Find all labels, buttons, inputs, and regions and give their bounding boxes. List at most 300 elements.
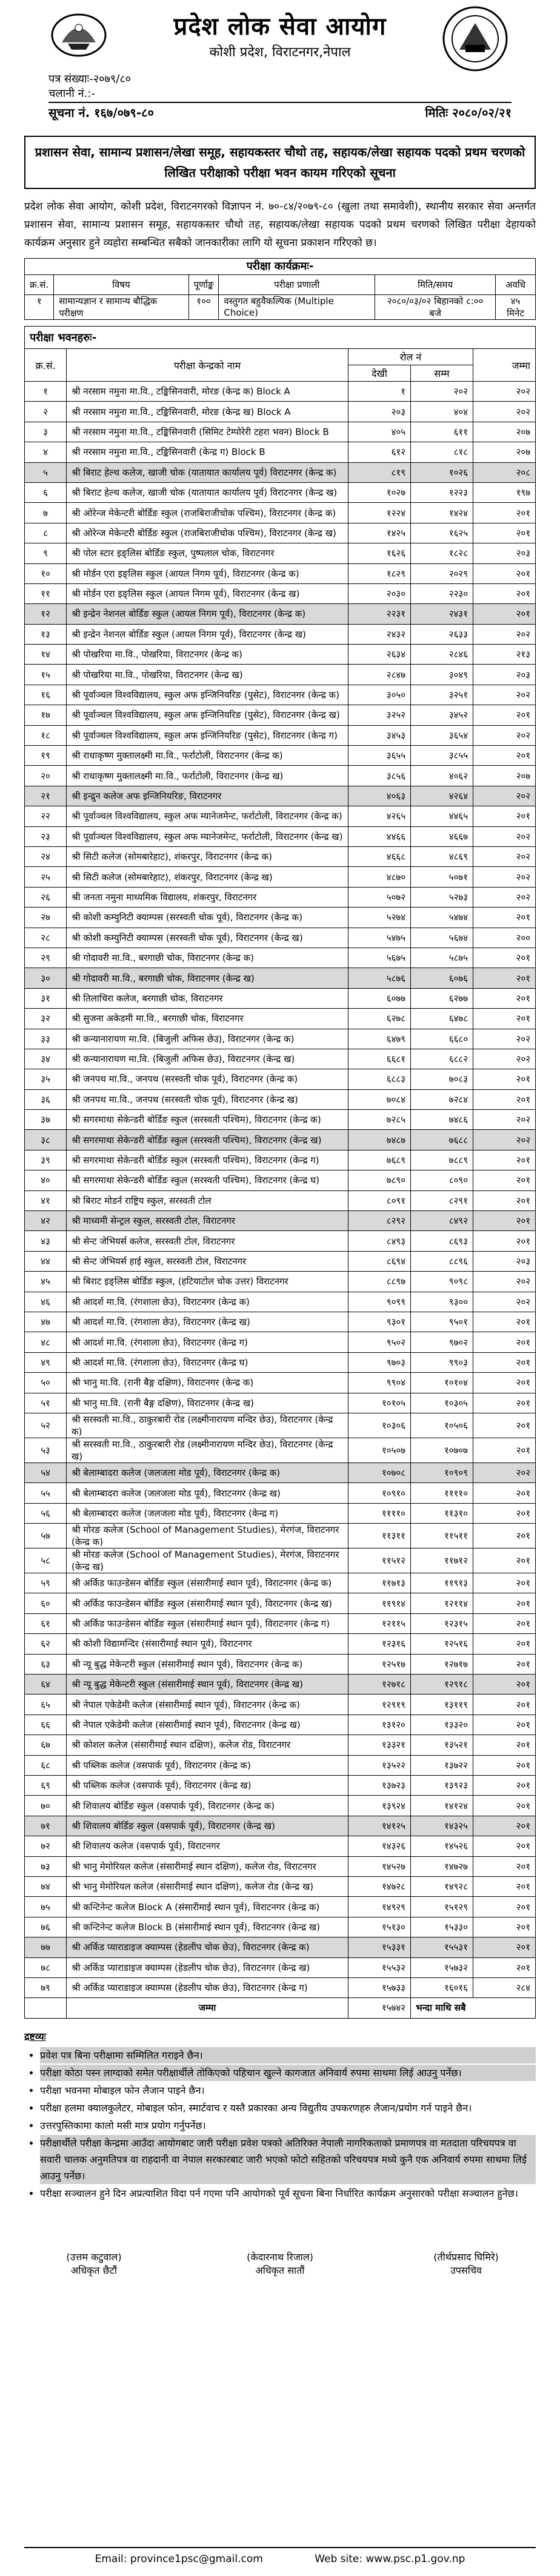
roll-from: ६८८३	[348, 1069, 411, 1089]
venue-total: २०१	[473, 1190, 536, 1210]
roll-to: ८१८	[411, 442, 473, 462]
venue-total: २०१	[473, 1957, 536, 1977]
venue-sn: ३६	[25, 1089, 67, 1109]
venue-sn: ६२	[25, 1634, 67, 1654]
roll-to: १३११९	[411, 1695, 473, 1715]
venue-sn: ७२	[25, 1836, 67, 1856]
roll-to: २०२	[411, 382, 473, 402]
roll-from: १३१२०	[348, 1715, 411, 1734]
table-row	[25, 1170, 536, 1190]
table-row	[25, 1393, 536, 1413]
table-row	[25, 1957, 536, 1977]
roll-from: ६२७८	[348, 1009, 411, 1029]
venue-name: श्री मोरङ कलेज (School of Management Studies), मेरगंज, विराटनगर (केन्द्र क)	[67, 1524, 348, 1549]
table-row	[25, 1524, 536, 1549]
roll-from: १४३२६	[348, 1836, 411, 1856]
table-row	[25, 1272, 536, 1292]
roll-to: १५३३०	[411, 1917, 473, 1937]
roll-to: २६३३	[411, 624, 473, 644]
venue-total: २०२	[473, 887, 536, 907]
roll-from: २८४७	[348, 665, 411, 685]
venue-total: २०१	[473, 1836, 536, 1856]
venue-name: श्री पूर्वाञ्चल विश्वविद्यालय, स्कुल अफ इन्जिनियरिङ (पुसेट), विराटनगर (केन्द्र क)	[67, 685, 348, 705]
instruction-item: • परीक्षा कोठा पस्न लाग्दाको समेत परीक्षार्थीले तोकिएको पहिचान खुल्ने कागजात अनिवार्य रुपमा साथमा लिई आउनु पर्नेछ।	[40, 2065, 536, 2081]
venue-total: २०१	[473, 1352, 536, 1372]
roll-to: १२२३	[411, 482, 473, 502]
venue-name: श्री सरस्वती मा.वि., ठाकुरबारी रोड (लक्ष्मीनारायण मन्दिर छेउ), विराटनगर (केन्द्र क)	[67, 1413, 348, 1438]
roll-from: ४०५	[348, 422, 411, 442]
venue-total: २०१	[473, 1231, 536, 1251]
venue-total: २०१	[473, 583, 536, 603]
venue-total: २०१	[473, 1917, 536, 1937]
roll-to: १४१२४	[411, 1796, 473, 1816]
roll-to: १२९१८	[411, 1675, 473, 1695]
venue-name: श्री अर्किड फाउन्डेसन बोर्डिङ स्कुल (संसारीमाई स्थान पूर्व), विराटनगर (केन्द्र क)	[67, 1573, 348, 1593]
col-total: जम्मा	[473, 349, 536, 382]
venue-name: श्री कन्टिनेन्ट कलेज Block B (संसारीमाई स्थान पूर्व), विराटनगर (केन्द्र ख)	[67, 1917, 348, 1937]
table-row	[25, 1573, 536, 1593]
roll-from: १०९१०	[348, 1483, 411, 1503]
dispatch-number: चलानी नं.:-	[48, 87, 95, 100]
venue-total: २०१	[473, 1312, 536, 1332]
venue-sn: ६	[25, 482, 67, 502]
venue-sn: १२	[25, 604, 67, 624]
schedule-header-cell: परीक्षा प्रणाली	[219, 275, 375, 295]
col-to: सम्म	[411, 365, 473, 382]
venue-total: २०१	[473, 1170, 536, 1190]
roll-to: ८४९२	[411, 1211, 473, 1231]
signature-1	[24, 2250, 164, 2277]
roll-to: ६६८०	[411, 1029, 473, 1049]
venue-sn: २६	[25, 887, 67, 907]
roll-from: १०७०८	[348, 1462, 411, 1482]
table-row	[25, 1373, 536, 1393]
venue-total: २०१	[473, 523, 536, 543]
roll-from: ९०९९	[348, 1292, 411, 1312]
venue-sn: ३३	[25, 1029, 67, 1049]
venue-sn: ६१	[25, 1613, 67, 1633]
venue-sn: १७	[25, 705, 67, 725]
venue-sn: ५२	[25, 1413, 67, 1438]
roll-from: ७४८७	[348, 1130, 411, 1150]
roll-to: ४६६७	[411, 826, 473, 846]
table-row	[25, 1876, 536, 1896]
venue-name: श्री सगरमाथा सेकेन्डरी बोर्डिङ स्कुल (सरस्वती पश्चिम), विराटनगर (केन्द्र ग)	[67, 1150, 348, 1170]
venue-total: २०१	[473, 1937, 536, 1957]
roll-to: ३८५५	[411, 746, 473, 766]
signatory-role: उपसचिव	[450, 2264, 482, 2276]
venue-total: २०१	[473, 1776, 536, 1796]
roll-from: ४८७०	[348, 867, 411, 887]
instruction-item: • परीक्षा सञ्चालन हुने दिन अप्रत्याशित विदा पर्न गएमा पनि आयोगको पूर्व सूचना बिना निर्धारित कार्यक्रम अनुसारको परीक्षा सञ्चालन हुनेछ।	[40, 2185, 536, 2202]
roll-from: २०३	[348, 402, 411, 422]
venue-total: २०२	[473, 1029, 536, 1049]
venue-name: श्री अर्किड फाउन्डेसन बोर्डिङ स्कुल (संसारीमाई स्थान पूर्व), विराटनगर (केन्द्र ग)	[67, 1613, 348, 1633]
venue-sn: ५	[25, 462, 67, 482]
roll-to: १४७२७	[411, 1856, 473, 1876]
venue-sn: ७६	[25, 1917, 67, 1937]
venue-sn: ३८	[25, 1130, 67, 1150]
venue-name: श्री बिराट मोडर्न राष्ट्रिय स्कुल, सरस्वती टोल	[67, 1190, 348, 1210]
venue-name: श्री कोशी विद्यामन्दिर (संसारीमाई स्थान पूर्व), विराटनगर	[67, 1634, 348, 1654]
table-row	[25, 1634, 536, 1654]
roll-to: १०१०४	[411, 1373, 473, 1393]
venue-total: २०१	[473, 1573, 536, 1593]
venue-name: श्री आदर्श मा.वि. (रंगशाला छेउ), विराटनगर (केन्द्र ग)	[67, 1332, 348, 1352]
venue-name: श्री पोखरिया मा.वि., पोखरिया, विराटनगर (केन्द्र क)	[67, 645, 348, 665]
schedule-header-cell: अवधि	[496, 275, 536, 295]
table-row	[25, 402, 536, 422]
signature-3	[396, 2250, 536, 2277]
venue-sn: ६५	[25, 1695, 67, 1715]
roll-from: ७८९०	[348, 1170, 411, 1190]
roll-from: ८४९३	[348, 1231, 411, 1251]
venue-total: २०१	[473, 1549, 536, 1573]
notice-body: प्रदेश लोक सेवा आयोग, कोशी प्रदेश, विराटनगरको विज्ञापन नं. ७०-८४/२०७९-८० (खुला तथा समावेशी), स्थानीय सरकार सेवा अन्तर्गत प्रशासन सेवा, सामान्य प्रशासन समूह, सहायकस्तर चौथो तह, सहायक/लेखा सहायक पदको प्रथम चरणको लिखित परीक्षा देहायको कार्यक्रम अनुसार हुने व्यहोरा सम्बन्धित सबैको जानकारीका लागि यो सूचना प्रकाशन गरिएको छ।	[24, 201, 536, 249]
venue-name: श्री सगरमाथा सेकेन्डरी बोर्डिङ स्कुल (सरस्वती पश्चिम), विराटनगर (केन्द्र घ)	[67, 1170, 348, 1190]
venue-total: २०१	[473, 1393, 536, 1413]
venue-total: २०१	[473, 503, 536, 523]
venue-total: २०२	[473, 1130, 536, 1150]
roll-to: ६११	[411, 422, 473, 442]
table-row	[25, 968, 536, 988]
venue-sn: २	[25, 402, 67, 422]
venue-total: २०१	[473, 1755, 536, 1775]
venue-total: २०१	[473, 1796, 536, 1816]
table-row	[25, 1089, 536, 1109]
venue-sn: ७१	[25, 1816, 67, 1836]
signature-2	[210, 2250, 350, 2277]
total-cell: जम्मा	[67, 1998, 348, 2018]
schedule-header-cell: मिति/समय	[375, 275, 496, 295]
table-row	[25, 1029, 536, 1049]
table-row	[25, 1755, 536, 1775]
roll-to: ७४८६	[411, 1110, 473, 1130]
venue-total: २०१	[473, 1009, 536, 1029]
table-row	[25, 1231, 536, 1251]
roll-from: १०३०६	[348, 1413, 411, 1438]
venue-total: २८४	[473, 1977, 536, 1997]
roll-to: ११५११	[411, 1524, 473, 1549]
roll-from: १८२९	[348, 563, 411, 583]
venue-name: श्री मोर्डन एरा इङ्लिस स्कुल (आयल निगम पूर्व), विराटनगर (केन्द्र ख)	[67, 583, 348, 603]
roll-to: ४२६४	[411, 786, 473, 806]
venue-sn: ७३	[25, 1856, 67, 1876]
venue-name: श्री इन्द्रेन नेशनल बोर्डिङ स्कुल (आयल निगम पूर्व), विराटनगर (केन्द्र ख)	[67, 624, 348, 644]
table-row	[25, 1462, 536, 1482]
venue-total: २०२	[473, 1462, 536, 1482]
roll-to: १३७२२	[411, 1755, 473, 1775]
venues-table	[24, 348, 536, 2019]
venue-total: २०१	[473, 1483, 536, 1503]
venue-total: २०२	[473, 725, 536, 745]
table-row	[25, 1130, 536, 1150]
venue-name: श्री जनपथ मा.वि., जनपथ (सरस्वती चोक पूर्व), विराटनगर (केन्द्र ख)	[67, 1089, 348, 1109]
table-row	[25, 1150, 536, 1170]
total-row	[25, 1998, 536, 2018]
roll-to: ४८६९	[411, 846, 473, 866]
signatory-name: (तीर्थप्रसाद घिमिरे)	[433, 2251, 499, 2263]
venue-sn: ३२	[25, 1009, 67, 1029]
venue-sn: ५६	[25, 1503, 67, 1523]
venue-name: श्री आदर्श मा.वि. (रंगशाला छेउ), विराटनगर (केन्द्र क)	[67, 1292, 348, 1312]
venue-sn: ११	[25, 583, 67, 603]
instruction-item: • उत्तरपुस्तिकामा कालो मसी मात्र प्रयोग गर्नुपर्नेछ।	[40, 2117, 536, 2134]
venue-sn: ३	[25, 422, 67, 442]
roll-to: ३०४९	[411, 665, 473, 685]
schedule-cell: १	[25, 295, 54, 320]
venue-total: २०२	[473, 1110, 536, 1130]
venue-name: श्री राधाकृष्ण मुक्तालक्ष्मी मा.वि., फर्राटोली, विराटनगर (केन्द्र ख)	[67, 766, 348, 786]
table-row	[25, 645, 536, 665]
venue-total: २०१	[473, 908, 536, 928]
venue-total: २०१	[473, 604, 536, 624]
roll-to: १४५२६	[411, 1836, 473, 1856]
roll-from: २४३२	[348, 624, 411, 644]
table-row	[25, 1613, 536, 1633]
venue-name: श्री कन्यानारायण मा.वि. (बिजुली अफिस छेउ), विराटनगर (केन्द्र क)	[67, 1029, 348, 1049]
venue-sn: ४८	[25, 1332, 67, 1352]
roll-from: ४६६८	[348, 846, 411, 866]
venue-sn: ८	[25, 523, 67, 543]
table-row	[25, 1549, 536, 1573]
col-from: देखी	[348, 365, 411, 382]
venue-name: श्री सिटी कलेज (सोमबारेहाट), शंकरपुर, विराटनगर (केन्द्र क)	[67, 846, 348, 866]
venue-name: श्री अर्किड फाउन्डेसन बोर्डिङ स्कुल (संसारीमाई स्थान पूर्व), विराटनगर (केन्द्र ख)	[67, 1593, 348, 1613]
venue-total: २०१	[473, 1613, 536, 1633]
venue-name: श्री पोल स्टार इङ्लिस बोर्डिङ स्कुल, पुष्पलाल चोक, विराटनगर	[67, 543, 348, 563]
roll-from: १०५०७	[348, 1438, 411, 1462]
venue-total: २०२	[473, 786, 536, 806]
roll-to: ८८९६	[411, 1251, 473, 1271]
table-row	[25, 624, 536, 644]
roll-from: १०१०५	[348, 1393, 411, 1413]
venue-name: श्री बिराट हेल्थ कलेज, खाजी चोक (यातायात कार्यालय पूर्व) विराटनगर (केन्द्र क)	[67, 462, 348, 482]
roll-to: १४३२५	[411, 1816, 473, 1836]
table-row	[25, 1675, 536, 1695]
venue-name: श्री बेलाम्बादरा कलेज (जलजला मोड पूर्व), विराटनगर (केन्द्र क)	[67, 1462, 348, 1482]
venue-sn: ४४	[25, 1251, 67, 1271]
roll-from: ४४६६	[348, 826, 411, 846]
venue-total: २०१	[473, 988, 536, 1008]
venue-name: श्री पूर्वाञ्चल विश्वविद्यालय, स्कुल अफ इन्जिनियरिङ (पुसेट), विराटनगर (केन्द्र ग)	[67, 725, 348, 745]
venue-name: श्री सगरमाथा सेकेन्डरी बोर्डिङ स्कुल (सरस्वती पश्चिम), विराटनगर (केन्द्र क)	[67, 1110, 348, 1130]
roll-to: २०२९	[411, 563, 473, 583]
venue-name: श्री न्यू बुद्ध मेकेन्टरी स्कुल (संसारीमाई स्थान पूर्व), विराटनगर (केन्द्र ख)	[67, 1675, 348, 1695]
venue-total: २०१	[473, 1332, 536, 1352]
table-row	[25, 1483, 536, 1503]
roll-to: १२११४	[411, 1593, 473, 1613]
roll-from: ८०९१	[348, 1190, 411, 1210]
venue-total: २०२	[473, 1272, 536, 1292]
col-roll: रोल नं	[348, 349, 473, 365]
table-row	[25, 1735, 536, 1755]
roll-to: ८२९१	[411, 1190, 473, 1210]
roll-to: १०७०७	[411, 1438, 473, 1462]
venue-sn: १०	[25, 563, 67, 583]
table-row	[25, 665, 536, 685]
notice-number: सूचना नं. १६७/०७९-८०	[48, 105, 154, 120]
roll-from: ६०७७	[348, 988, 411, 1008]
venue-total: २०१	[473, 1634, 536, 1654]
venue-sn: २५	[25, 867, 67, 887]
venue-sn: ७	[25, 503, 67, 523]
signatory-name: (केदारनाथ रिजाल)	[247, 2251, 313, 2263]
venue-name: श्री आदर्श मा.वि. (रंगशाला छेउ), विराटनगर (केन्द्र घ)	[67, 1352, 348, 1372]
total-cell: १५७४२	[348, 1998, 411, 2018]
roll-to: १८२८	[411, 543, 473, 563]
roll-to: ११९१३	[411, 1573, 473, 1593]
venue-sn: ४२	[25, 1211, 67, 1231]
venue-total: २०१	[473, 968, 536, 988]
roll-from: १४५२७	[348, 1856, 411, 1876]
venue-name: श्री सेन्ट जेभियर्स हाई स्कुल, सरस्वती टोल, विराटनगर	[67, 1251, 348, 1271]
table-row	[25, 1292, 536, 1312]
table-row	[25, 948, 536, 968]
table-row	[25, 1503, 536, 1523]
roll-to: ५४७४	[411, 908, 473, 928]
table-row	[25, 846, 536, 866]
roll-to: ११७१२	[411, 1549, 473, 1573]
venue-sn: १	[25, 382, 67, 402]
venue-total: २०२	[473, 1049, 536, 1069]
venue-sn: १४	[25, 645, 67, 665]
table-row	[25, 1352, 536, 1372]
venue-name: श्री सरस्वती मा.वि., ठाकुरबारी रोड (लक्ष्मीनारायण मन्दिर छेउ), विराटनगर (केन्द्र ख)	[67, 1438, 348, 1462]
venue-name: श्री आदर्श मा.वि. (रंगशाला छेउ), विराटनगर (केन्द्र ख)	[67, 1312, 348, 1332]
venue-name: श्री भानु मेमोरियल कलेज (संसारीमाई स्थान दक्षिण), कलेज रोड, विराटनगर	[67, 1856, 348, 1876]
table-row	[25, 887, 536, 907]
venue-name: श्री पूर्वाञ्चल विश्वविद्यालय, स्कुल अफ म्यानेजमेन्ट, फर्राटोली, विराटनगर (केन्द्र क)	[67, 806, 348, 826]
roll-to: १२३१५	[411, 1613, 473, 1633]
venue-sn: १५	[25, 665, 67, 685]
table-row	[25, 1715, 536, 1734]
venue-total: २०३	[473, 665, 536, 685]
signatory-role: अधिकृत छैटौं	[70, 2264, 118, 2276]
roll-from: ११३११	[348, 1524, 411, 1549]
venue-name: श्री कोशी कम्युनिटी क्याम्पस (सरस्वती चोक पूर्व), विराटनगर (केन्द्र ख)	[67, 928, 348, 948]
table-row	[25, 1593, 536, 1613]
venue-name: श्री ओरेन्ज मेकेन्टरी बोर्डिङ स्कुल (राजबिराजीचोक पश्चिम), विराटनगर (केन्द्र क)	[67, 503, 348, 523]
roll-from: ५८७६	[348, 968, 411, 988]
instruction-item: • परीक्षार्थीले परीक्षा केन्द्रमा आउँदा आयोगबाट जारी परीक्षा प्रवेश पत्रको अतिरिक्त नेपाली नागरिकताको प्रमाणपत्र वा मतदाता परिचयपत्र वा सवारी चालक अनुमतिपत्र वा राहदानी वा नेपाल सरकारबाट जारी भएको फोटो सहितको परिचयपत्र मध्ये कुनै एक अनिवार्य रुपमा साथमा लिई आउनु पर्नेछ।	[40, 2135, 536, 2184]
venue-sn: २७	[25, 908, 67, 928]
venue-sn: ३५	[25, 1069, 67, 1089]
table-row	[25, 1110, 536, 1130]
venue-total: २०७	[473, 442, 536, 462]
roll-to: ९३००	[411, 1292, 473, 1312]
roll-from: ११७१३	[348, 1573, 411, 1593]
roll-from: ३०५०	[348, 685, 411, 705]
venue-sn: ६४	[25, 1675, 67, 1695]
venue-total: २०१	[473, 1089, 536, 1109]
table-row	[25, 1438, 536, 1462]
footer-website[interactable]: Web site: www.psc.p1.gov.np	[315, 2553, 465, 2565]
table-row	[25, 1836, 536, 1856]
table-row	[25, 806, 536, 826]
notice-subject: प्रशासन सेवा, सामान्य प्रशासन/लेखा समूह, सहायकस्तर चौथो तह, सहायक/लेखा सहायक पदको प्रथम चरणको लिखित परीक्षाको परीक्षा भवन कायम गरिएको सूचना	[24, 136, 536, 189]
venue-name: श्री राधाकृष्ण मुक्तालक्ष्मी मा.वि., फर्राटोली, विराटनगर (केन्द्र क)	[67, 746, 348, 766]
signatory-role: अधिकृत सातौं	[255, 2264, 305, 2276]
table-row	[25, 523, 536, 543]
venue-name: श्री बिराट हेल्थ कलेज, खाजी चोक (यातायात कार्यालय पूर्व) विराटनगर (केन्द्र ख)	[67, 482, 348, 502]
venue-sn: ३७	[25, 1110, 67, 1130]
table-row	[25, 1695, 536, 1715]
venue-name: श्री गोदावरी मा.वि., बरगाछी चोक, विराटनगर (केन्द्र क)	[67, 948, 348, 968]
venue-sn: ५४	[25, 1462, 67, 1482]
footer-email[interactable]: Email: province1psc@gmail.com	[95, 2553, 263, 2565]
venue-name: श्री सगरमाथा सेकेन्डरी बोर्डिङ स्कुल (सरस्वती पश्चिम), विराटनगर (केन्द्र ख)	[67, 1130, 348, 1150]
venue-name: श्री नरसाम नमुना मा.वि., टङ्किसिनवारी (केन्द्र ग) Block B	[67, 442, 348, 462]
venue-total: २०१	[473, 1413, 536, 1438]
venue-sn: ५५	[25, 1483, 67, 1503]
roll-to: ६८८२	[411, 1049, 473, 1069]
letter-number: पत्र संख्याः-२०७९/८०	[48, 73, 132, 85]
instructions-title: द्रष्टव्यः	[24, 2030, 46, 2042]
venue-total: २०१	[473, 1876, 536, 1896]
venue-sn: ४६	[25, 1292, 67, 1312]
roll-from: ९३०१	[348, 1312, 411, 1332]
venue-name: श्री माध्यमी सेन्ट्रल स्कुल, सरस्वती टोल, विराटनगर	[67, 1211, 348, 1231]
table-row	[25, 382, 536, 402]
venue-sn: २२	[25, 806, 67, 826]
venue-sn: ५८	[25, 1549, 67, 1573]
roll-to: ६२७७	[411, 988, 473, 1008]
table-row	[25, 604, 536, 624]
schedule-header-cell: विषय	[54, 275, 188, 295]
schedule-cell: वस्तुगत बहुवैकल्पिक (Multiple Choice)	[219, 295, 375, 320]
venue-sn: ४०	[25, 1170, 67, 1190]
roll-from: १४७२८	[348, 1876, 411, 1896]
venue-total: २१३	[473, 645, 536, 665]
table-row	[25, 1917, 536, 1937]
roll-from: १२७१८	[348, 1675, 411, 1695]
table-row	[25, 988, 536, 1008]
roll-to: ४०४	[411, 402, 473, 422]
venue-name: श्री सेन्ट जेभियर्स कलेज, सरस्वती टोल, विराटनगर	[67, 1231, 348, 1251]
roll-from: ८१९	[348, 462, 411, 482]
signatory-name: (उत्तम कटुवाल)	[66, 2251, 122, 2263]
venue-name: श्री अर्किड प्याराडाइज क्याम्पस (हेडलीप चोक छेउ), विराटनगर (केन्द्र ग)	[67, 1977, 348, 1997]
roll-to: ८०९०	[411, 1170, 473, 1190]
venue-sn: २४	[25, 846, 67, 866]
roll-from: ६१२	[348, 442, 411, 462]
roll-to: १०५०६	[411, 1413, 473, 1438]
roll-from: १५७३३	[348, 1977, 411, 1997]
venue-name: श्री नेपाल एकेडेमी कलेज (संसारीमाई स्थान पूर्व), विराटनगर (केन्द्र ख)	[67, 1715, 348, 1734]
venue-name: श्री अर्किड प्याराडाइज क्याम्पस (हेडलीप चोक छेउ), विराटनगर (केन्द्र ख)	[67, 1957, 348, 1977]
roll-from: ८८९७	[348, 1272, 411, 1292]
venue-sn: ७५	[25, 1897, 67, 1917]
roll-from: १२९१९	[348, 1695, 411, 1715]
roll-to: ५०७१	[411, 867, 473, 887]
roll-from: ४२६५	[348, 806, 411, 826]
venue-name: श्री जनता नमुना माध्यमिक विद्यालय, शंकरपुर, विराटनगर	[67, 887, 348, 907]
venue-sn: ९	[25, 543, 67, 563]
roll-from: १३९२४	[348, 1796, 411, 1816]
roll-from: १४९२९	[348, 1897, 411, 1917]
roll-from: १३७२३	[348, 1776, 411, 1796]
venue-name: श्री शिवालय बोर्डिङ स्कुल (वसपार्क पूर्व), विराटनगर (केन्द्र ख)	[67, 1816, 348, 1836]
venue-total: २०१	[473, 1069, 536, 1089]
venue-total: २०१	[473, 1438, 536, 1462]
roll-to: ११११०	[411, 1483, 473, 1503]
roll-to: १६०१६	[411, 1977, 473, 1997]
roll-from: ३८५६	[348, 766, 411, 786]
roll-to: ९७०२	[411, 1332, 473, 1352]
org-name: प्रदेश लोक सेवा आयोग	[173, 13, 387, 41]
venue-name: श्री नरसाम नमुना मा.वि., टङ्किसिनवारी, मोरङ (केन्द्र क) Block A	[67, 382, 348, 402]
